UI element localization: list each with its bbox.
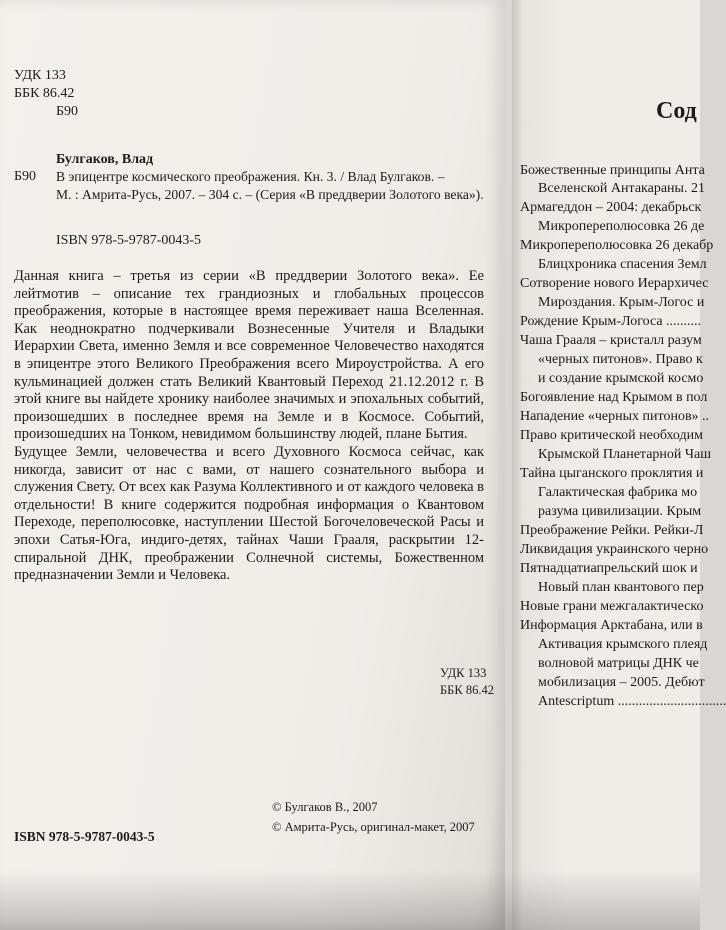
- toc-entry: Antescriptum ...............................: [538, 694, 726, 709]
- toc-entry: волновой матрицы ДНК че: [538, 656, 699, 671]
- toc-entry: Крымской Планетарной Чаш: [538, 447, 711, 462]
- copyright-publisher: © Амрита-Русь, оригинал-макет, 2007: [272, 820, 475, 834]
- toc-entry: Мироздания. Крым-Логос и: [538, 295, 705, 310]
- toc-entry: Информация Арктабана, или в: [520, 618, 703, 633]
- toc-entry: Новый план квантового пер: [538, 580, 704, 595]
- toc-entry: Активация крымского плеяд: [538, 637, 708, 652]
- toc-entry: Блицхроника спасения Земл: [538, 257, 707, 272]
- toc-entry: Право критической необходим: [520, 428, 703, 443]
- toc-entry: Пятнадцатиапрельский шок и: [520, 561, 698, 576]
- toc-entry: Армагеддон – 2004: декабрьск: [520, 200, 702, 215]
- copyright-author: © Булгаков В., 2007: [272, 800, 378, 814]
- bbk-code-bottom: ББК 86.42: [440, 683, 494, 697]
- toc-entry: разума цивилизации. Крым: [538, 504, 702, 519]
- toc-entry: Рождение Крым-Логоса ..........: [520, 314, 702, 329]
- bibliographic-line-1: В эпицентре космического преображения. Кн. 3. / Влад Булгаков. –: [56, 169, 445, 184]
- toc-entry: Тайна цыганского проклятия и: [520, 466, 704, 481]
- isbn-entry: ISBN 978-5-9787-0043-5: [56, 233, 202, 248]
- toc-entry: Нападение «черных питонов» ..: [520, 409, 710, 424]
- toc-entry: Богоявление над Крымом в пол: [520, 390, 708, 405]
- toc-entry: Микропереполюсовка 26 декабр: [520, 238, 714, 253]
- bbk-code-top: ББК 86.42: [14, 86, 75, 101]
- toc-entry: Ликвидация украинского черно: [520, 542, 709, 557]
- toc-entry: Чаша Грааля – кристалл разум: [520, 333, 702, 348]
- toc-entry: «черных питонов». Право к: [538, 352, 703, 367]
- author-mark-entry: Б90: [14, 169, 37, 184]
- author-name: Булгаков, Влад: [56, 152, 154, 167]
- annotation-paragraph-1: Данная книга – третья из серии «В преддверии Золотого века». Ее лейтмотив – описание тех грандиозных и глобальных процессов преображения, которые в настоящее время переживает наша Вселенная. Как неоднократно подчеркивали Вознесенные Учителя и Владыки Иерархии Света, именно Земля и все современное Человечество находятся в эпицентре этого Великого Преображения всего Мироустройства. А его кульминацией должен стать Великий Квантовый Переход 21.12.2012 г. В этой книге вы найдете хронику наиболее значимых и эпохальных событий, произошедших в последнее время на Земле и в Космосе. Событий, произошедших на Тонком, невидимом большинству людей, плане Бытия.: [14, 268, 484, 443]
- toc-entry: Вселенской Антакараны. 21: [538, 181, 705, 196]
- toc-entry: Микропереполюсовка 26 де: [538, 219, 705, 234]
- toc-entry: Сотворение нового Иерархичес: [520, 276, 709, 291]
- toc-entry: Галактическая фабрика мо: [538, 485, 698, 500]
- annotation: [14, 268, 484, 585]
- toc-entry: Преображение Рейки. Рейки-Л: [520, 523, 704, 538]
- author-mark-top: Б90: [56, 104, 79, 119]
- contents-title: Сод: [656, 98, 697, 124]
- udk-code-top: УДК 133: [14, 68, 66, 83]
- annotation-paragraph-2: Будущее Земли, человечества и всего Духовного Космоса сейчас, как никогда, зависит от нас с вами, от нашего сознательного выбора и служения Свету. От всех как Разума Коллективного и от каждого человека в отдельности! В книге содержится подробная информация о Квантовом Переходе, переполюсовке, наступлении Шестой Богочеловеческой Расы и эпохи Сатья-Юга, индиго-детях, тайнах Чаши Грааля, раскрытии 12-спиральной ДНК, преображении Солнечной системы, Божественном предназначении Земли и Человека.: [14, 443, 484, 584]
- toc-entry: мобилизация – 2005. Дебют: [538, 675, 705, 690]
- table-surface-shadow: [0, 870, 700, 930]
- toc-entry: и создание крымской космо: [538, 371, 704, 386]
- isbn-bottom: ISBN 978-5-9787-0043-5: [14, 829, 155, 844]
- toc-entry: Новые грани межгалактическо: [520, 599, 704, 614]
- toc-entry: Божественные принципы Анта: [520, 163, 705, 178]
- bibliographic-line-2: М. : Амрита-Русь, 2007. – 304 с. – (Серия «В преддверии Золотого века»).: [56, 187, 484, 202]
- right-page: [512, 0, 726, 930]
- udk-code-bottom: УДК 133: [440, 666, 487, 680]
